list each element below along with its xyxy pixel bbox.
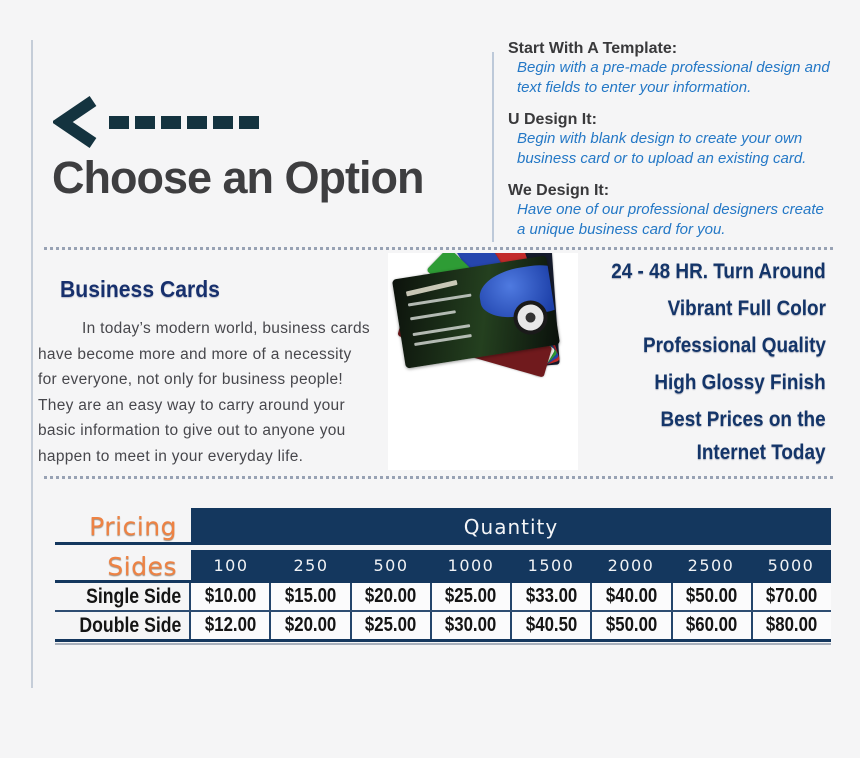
price-double-2500: $60.00 xyxy=(673,612,753,639)
price-single-500: $20.00 xyxy=(352,583,432,610)
price-double-1000: $30.00 xyxy=(432,612,512,639)
option-start-with-template-desc-line1: Begin with a pre-made professional design and xyxy=(517,59,830,76)
quantity-col-5000: 5000 xyxy=(767,555,815,575)
quantity-col-100: 100 xyxy=(213,555,249,575)
price-double-5000: $80.00 xyxy=(753,612,831,639)
column-divider-line xyxy=(492,52,494,242)
price-double-500: $25.00 xyxy=(352,612,432,639)
feature-best-prices-line2: Internet Today xyxy=(697,440,826,464)
option-we-design-it-desc-line2: a unique business card for you. xyxy=(517,221,726,238)
option-start-with-template-desc-line2: text fields to enter your information. xyxy=(517,79,752,96)
dotted-separator-top xyxy=(44,247,834,250)
feature-turnaround: 24 - 48 HR. Turn Around xyxy=(611,259,826,283)
option-u-design-it[interactable]: U Design It: xyxy=(508,111,597,128)
price-double-1500: $40.50 xyxy=(512,612,592,639)
price-single-1000: $25.00 xyxy=(432,583,512,610)
price-single-100: $10.00 xyxy=(191,583,271,610)
table-row-single-side xyxy=(55,583,831,610)
quantity-col-1000: 1000 xyxy=(447,555,495,575)
pricing-corner-cell: Pricing xyxy=(55,508,191,545)
table-row-double-side xyxy=(55,612,831,639)
price-double-100: $12.00 xyxy=(191,612,271,639)
price-double-2000: $50.00 xyxy=(592,612,672,639)
design-options-list xyxy=(508,40,843,240)
card-fan-graphic xyxy=(388,253,578,470)
quantity-col-1500: 1500 xyxy=(527,555,575,575)
feature-list xyxy=(576,258,826,465)
quantity-col-250: 250 xyxy=(293,555,329,575)
option-we-design-it[interactable]: We Design It: xyxy=(508,182,610,199)
option-start-with-template[interactable]: Start With A Template: xyxy=(508,40,678,57)
left-border-line xyxy=(31,40,33,688)
price-double-250: $20.00 xyxy=(271,612,351,639)
business-cards-photo xyxy=(388,253,578,470)
price-single-5000: $70.00 xyxy=(753,583,831,610)
back-arrow-dashed-icon xyxy=(53,96,263,148)
pricing-table xyxy=(55,508,831,645)
section-heading-business-cards: Business Cards xyxy=(60,276,220,302)
option-we-design-it-desc-line1: Have one of our professional designers create xyxy=(517,201,824,218)
quantity-group-header: Quantity xyxy=(191,508,831,545)
section-bottom-rule xyxy=(55,643,831,645)
row-label-single-side: Single Side xyxy=(55,583,191,610)
feature-full-color: Vibrant Full Color xyxy=(667,296,826,320)
feature-quality: Professional Quality xyxy=(643,333,826,357)
quantity-col-2500: 2500 xyxy=(687,555,735,575)
quantity-col-2000: 2000 xyxy=(607,555,655,575)
table-bottom-line xyxy=(55,639,831,642)
price-single-2000: $40.00 xyxy=(592,583,672,610)
option-u-design-it-desc-line2: business card or to upload an existing card. xyxy=(517,150,807,167)
page-title: Choose an Option xyxy=(52,152,424,203)
option-u-design-it-desc-line1: Begin with blank design to create your own xyxy=(517,130,803,147)
feature-glossy: High Glossy Finish xyxy=(654,370,826,394)
feature-best-prices-line1: Best Prices on the xyxy=(660,407,826,431)
sides-corner-cell: Sides xyxy=(107,552,177,581)
row-label-double-side: Double Side xyxy=(55,612,191,639)
price-single-250: $15.00 xyxy=(271,583,351,610)
business-cards-paragraph: In today’s modern world, business cards have become more and more of a necessity for everyone, not only for business people! They are an easy way to carry around your basic information to give out to anyone you happen to meet in your everyday life. xyxy=(38,320,370,465)
quantity-header-row xyxy=(191,550,831,580)
dotted-separator-bottom xyxy=(44,476,834,479)
quantity-col-500: 500 xyxy=(373,555,409,575)
price-single-1500: $33.00 xyxy=(512,583,592,610)
price-single-2500: $50.00 xyxy=(673,583,753,610)
